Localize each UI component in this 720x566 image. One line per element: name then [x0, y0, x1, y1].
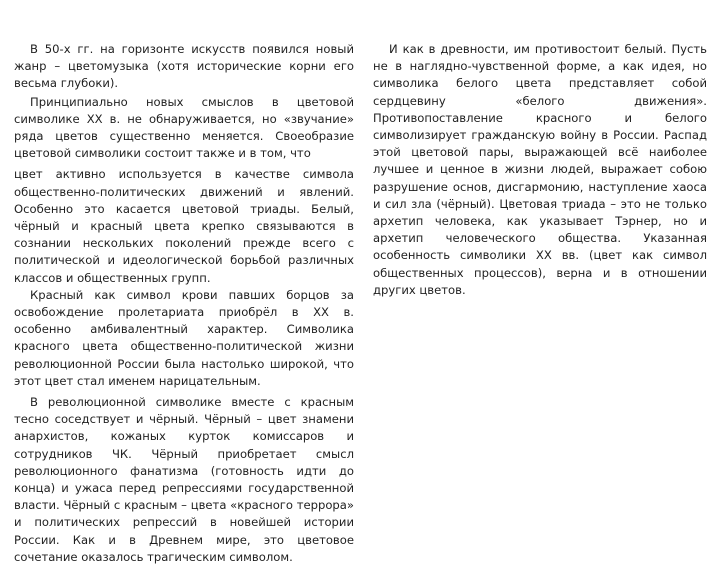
paragraph-color-symbolism: Принципиально новых смыслов в цветовой символике XX в. не обнаруживается, но «звучание» ряда цветов существенно меняется. Своеобразие цветовой символики состоит также и в том, что: [14, 94, 354, 161]
paragraph-black-symbol: В революционной символике вместе с красным тесно соседствует и чёрный. Чёрный – цвет знамени анархистов, кожаных курток комиссаров и сотрудников ЧК. Чёрный приобретает смысл революционного фанатизма (готовность идти до конца) и ужаса перед репрессиями государственной власти. Чёрный с красным – цвета «красного террора» и политических репрессий в новейшей истории России. Как и в Древнем мире, это цветовое сочетание оказалось трагическим символом.: [14, 395, 354, 564]
paragraph-color-music: В 50-х гг. на горизонте искусств появился новый жанр – цветомузыка (хотя исторические корни его весьма глубоки).: [14, 42, 354, 91]
left-column: [14, 41, 354, 566]
paragraph-white-symbol: И как в древности, им противостоит белый. Пусть не в наглядно-чувственной форме, а как идея, но символика белого цвета представляет собой сердцевину «белого движения». Противопоставление красного и белого символизирует гражданскую войну в России. Распад этой цветовой пары, выражающей всё наиболее лучшее и ценное в жизни людей, выражает собою разрушение основ, дисгармонию, наступление хаоса и сил зла (чёрный). Цветовая триада – это не только архетип человека, как указывает Тэрнер, но и архетип человеческого общества. Указанная особенность символики XX вв. (цвет как символ общественных процессов), верна и в отношении других цветов.: [373, 42, 707, 297]
right-column: [373, 41, 707, 299]
paragraph-red-symbol: Красный как символ крови павших борцов за освобождение пролетариата приобрёл в XX в. особенно амбивалентный характер. Символика красного цвета общественно-политической жизни революционной России была настолько широкой, что этот цвет стал именем нарицательным.: [14, 287, 354, 388]
paragraph-social-symbols: цвет активно используется в качестве символа общественно-политических движений и явлений. Особенно это касается цветовой триады. Белый, чёрный и красный цвета крепко связываются в сознании нескольких поколений прежде всего с политической и идеологической борьбой различных классов и общественных групп.: [14, 167, 354, 285]
